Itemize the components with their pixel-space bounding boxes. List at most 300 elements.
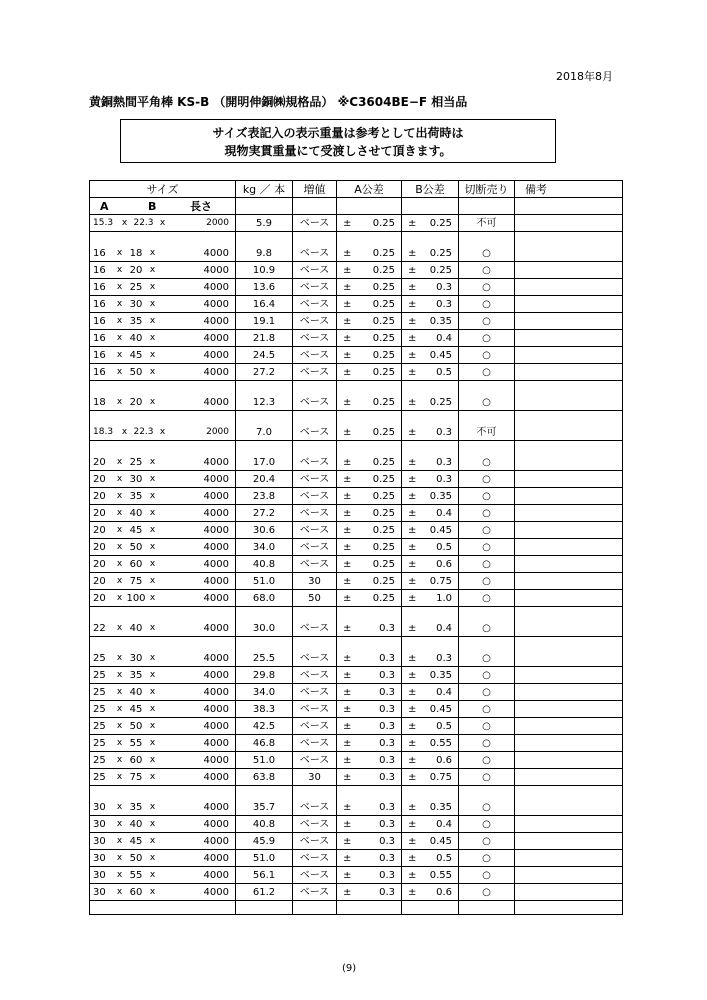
size-a: 25 <box>93 771 106 783</box>
b-tolerance-value: 0.3 <box>436 456 452 468</box>
plus-minus-mark: ± <box>408 801 417 813</box>
size-cell <box>90 488 236 505</box>
cut-sale-cell: 不可 <box>459 424 515 441</box>
table-row <box>90 884 623 901</box>
notice-line-2: 現物実貫重量にて受渡しさせて頂きます。 <box>224 144 452 158</box>
times-mark: x <box>116 669 123 680</box>
surcharge-cell: ベース <box>293 816 337 833</box>
plus-minus-mark: ± <box>343 524 352 536</box>
cut-sale-cell: ○ <box>459 505 515 522</box>
plus-minus-mark: ± <box>343 852 352 864</box>
a-tolerance-cell <box>337 667 402 684</box>
b-tolerance-cell <box>402 539 459 556</box>
size-a: 16 <box>93 332 106 344</box>
size-cell <box>90 684 236 701</box>
times-mark: x <box>149 507 156 518</box>
plus-minus-mark: ± <box>343 869 352 881</box>
size-cell <box>90 769 236 786</box>
b-tolerance-cell <box>402 505 459 522</box>
a-tolerance-cell <box>337 245 402 262</box>
a-tolerance-cell <box>337 799 402 816</box>
plus-minus-mark: ± <box>343 349 352 361</box>
size-a: 25 <box>93 754 106 766</box>
size-length: 4000 <box>203 366 229 378</box>
times-mark: x <box>116 298 123 309</box>
plus-minus-mark: ± <box>408 622 417 634</box>
times-mark: x <box>116 622 123 633</box>
size-b: 35 <box>129 801 143 813</box>
cut-sale-cell: ○ <box>459 556 515 573</box>
b-tolerance-value: 0.75 <box>429 575 452 587</box>
times-mark: x <box>116 720 123 731</box>
cut-sale-cell: ○ <box>459 313 515 330</box>
size-b: 30 <box>129 652 143 664</box>
times-mark: x <box>149 281 156 292</box>
a-tolerance-value: 0.3 <box>379 886 395 898</box>
times-mark: x <box>149 622 156 633</box>
a-tolerance-value: 0.25 <box>372 473 395 485</box>
times-mark: x <box>149 490 156 501</box>
plus-minus-mark: ± <box>408 349 417 361</box>
size-length: 4000 <box>203 886 229 898</box>
remarks-cell <box>515 539 623 556</box>
table-row <box>90 394 623 411</box>
cut-sale-cell: ○ <box>459 488 515 505</box>
b-tolerance-cell <box>402 313 459 330</box>
plus-minus-mark: ± <box>343 754 352 766</box>
size-length: 4000 <box>203 247 229 259</box>
remarks-cell <box>515 454 623 471</box>
cut-sale-cell: ○ <box>459 262 515 279</box>
size-length: 4000 <box>203 818 229 830</box>
table-row <box>90 752 623 769</box>
plus-minus-mark: ± <box>408 754 417 766</box>
table-row <box>90 296 623 313</box>
plus-minus-mark: ± <box>343 818 352 830</box>
cut-sale-cell: ○ <box>459 454 515 471</box>
weight-cell: 30.0 <box>236 620 293 637</box>
b-tolerance-value: 0.25 <box>429 217 452 229</box>
times-mark: x <box>149 298 156 309</box>
b-tolerance-value: 0.45 <box>429 703 452 715</box>
b-tolerance-value: 0.45 <box>429 835 452 847</box>
table-row <box>90 539 623 556</box>
surcharge-cell: ベース <box>293 505 337 522</box>
size-cell <box>90 752 236 769</box>
times-mark: x <box>116 686 123 697</box>
table-row <box>90 684 623 701</box>
size-a: 25 <box>93 652 106 664</box>
b-tolerance-cell <box>402 620 459 637</box>
remarks-cell <box>515 394 623 411</box>
blank-row <box>90 381 623 395</box>
size-b: 40 <box>129 332 143 344</box>
cut-sale-cell: ○ <box>459 364 515 381</box>
table-row <box>90 522 623 539</box>
weight-cell: 61.2 <box>236 884 293 901</box>
size-cell <box>90 245 236 262</box>
weight-cell: 38.3 <box>236 701 293 718</box>
size-length: 4000 <box>203 835 229 847</box>
times-mark: x <box>149 771 156 782</box>
surcharge-cell: ベース <box>293 488 337 505</box>
a-tolerance-cell <box>337 471 402 488</box>
size-length: 4000 <box>203 737 229 749</box>
weight-cell: 20.4 <box>236 471 293 488</box>
b-tolerance-cell <box>402 296 459 313</box>
a-tolerance-cell <box>337 590 402 607</box>
surcharge-cell: ベース <box>293 424 337 441</box>
size-length: 4000 <box>203 541 229 553</box>
table-row <box>90 620 623 637</box>
plus-minus-mark: ± <box>408 366 417 378</box>
plus-minus-mark: ± <box>343 652 352 664</box>
size-a: 16 <box>93 247 106 259</box>
times-mark: x <box>149 332 156 343</box>
a-tolerance-value: 0.25 <box>372 217 395 229</box>
surcharge-cell: ベース <box>293 539 337 556</box>
size-length: 4000 <box>203 686 229 698</box>
times-mark: x <box>149 754 156 765</box>
size-length: 4000 <box>203 703 229 715</box>
remarks-cell <box>515 556 623 573</box>
cut-sale-cell: ○ <box>459 245 515 262</box>
times-mark: x <box>149 366 156 377</box>
times-mark: x <box>116 886 123 897</box>
surcharge-cell: ベース <box>293 556 337 573</box>
a-tolerance-value: 0.25 <box>372 281 395 293</box>
plus-minus-mark: ± <box>408 720 417 732</box>
times-mark: x <box>116 592 123 603</box>
a-tolerance-cell <box>337 735 402 752</box>
cut-sale-cell: ○ <box>459 573 515 590</box>
size-b: 22.3 <box>133 217 154 228</box>
plus-minus-mark: ± <box>343 703 352 715</box>
blank-row <box>90 901 623 915</box>
times-mark: x <box>116 507 123 518</box>
times-mark: x <box>149 456 156 467</box>
surcharge-cell: ベース <box>293 684 337 701</box>
a-tolerance-value: 0.3 <box>379 669 395 681</box>
size-cell <box>90 667 236 684</box>
size-cell <box>90 424 236 441</box>
weight-cell: 45.9 <box>236 833 293 850</box>
size-a: 30 <box>93 886 106 898</box>
remarks-cell <box>515 620 623 637</box>
plus-minus-mark: ± <box>343 490 352 502</box>
b-tolerance-value: 0.3 <box>436 281 452 293</box>
size-b: 40 <box>129 507 143 519</box>
plus-minus-mark: ± <box>408 575 417 587</box>
size-b: 40 <box>129 818 143 830</box>
times-mark: x <box>159 217 166 228</box>
cut-sale-cell: ○ <box>459 799 515 816</box>
a-tolerance-cell <box>337 752 402 769</box>
plus-minus-mark: ± <box>408 541 417 553</box>
weight-cell: 5.9 <box>236 215 293 232</box>
plus-minus-mark: ± <box>408 298 417 310</box>
size-length: 4000 <box>203 349 229 361</box>
a-tolerance-value: 0.3 <box>379 852 395 864</box>
weight-cell: 34.0 <box>236 684 293 701</box>
plus-minus-mark: ± <box>408 686 417 698</box>
cut-sale-cell: ○ <box>459 539 515 556</box>
plus-minus-mark: ± <box>343 669 352 681</box>
size-length: 4000 <box>203 575 229 587</box>
cut-sale-cell: ○ <box>459 620 515 637</box>
size-cell <box>90 816 236 833</box>
b-tolerance-cell <box>402 424 459 441</box>
a-tolerance-cell <box>337 522 402 539</box>
header-weight: kg ／ 本 <box>236 181 293 198</box>
size-a: 15.3 <box>93 217 114 228</box>
table-row <box>90 364 623 381</box>
times-mark: x <box>149 349 156 360</box>
times-mark: x <box>116 835 123 846</box>
size-cell <box>90 799 236 816</box>
b-tolerance-value: 0.4 <box>436 332 452 344</box>
cut-sale-cell: ○ <box>459 296 515 313</box>
remarks-cell <box>515 867 623 884</box>
plus-minus-mark: ± <box>408 869 417 881</box>
times-mark: x <box>159 426 166 437</box>
cut-sale-cell: ○ <box>459 816 515 833</box>
weight-cell: 42.5 <box>236 718 293 735</box>
b-tolerance-value: 0.5 <box>436 541 452 553</box>
weight-cell: 16.4 <box>236 296 293 313</box>
size-b: 75 <box>129 771 143 783</box>
plus-minus-mark: ± <box>408 771 417 783</box>
cut-sale-cell: ○ <box>459 701 515 718</box>
b-tolerance-value: 0.35 <box>429 669 452 681</box>
size-a: 20 <box>93 524 106 536</box>
cut-sale-cell: ○ <box>459 684 515 701</box>
size-b: 45 <box>129 835 143 847</box>
remarks-cell <box>515 884 623 901</box>
cut-sale-cell: ○ <box>459 667 515 684</box>
b-tolerance-value: 0.3 <box>436 473 452 485</box>
times-mark: x <box>116 396 123 407</box>
surcharge-cell: ベース <box>293 215 337 232</box>
table-row <box>90 215 623 232</box>
size-cell <box>90 296 236 313</box>
size-length: 4000 <box>203 490 229 502</box>
size-b: 25 <box>129 281 143 293</box>
times-mark: x <box>121 426 128 437</box>
b-tolerance-cell <box>402 718 459 735</box>
plus-minus-mark: ± <box>408 264 417 276</box>
blank-row <box>90 232 623 246</box>
size-cell <box>90 718 236 735</box>
cut-sale-cell: ○ <box>459 522 515 539</box>
a-tolerance-value: 0.25 <box>372 490 395 502</box>
remarks-cell <box>515 735 623 752</box>
times-mark: x <box>149 473 156 484</box>
a-tolerance-cell <box>337 850 402 867</box>
a-tolerance-cell <box>337 769 402 786</box>
b-tolerance-cell <box>402 245 459 262</box>
remarks-cell <box>515 684 623 701</box>
times-mark: x <box>149 524 156 535</box>
remarks-cell <box>515 833 623 850</box>
weight-cell: 34.0 <box>236 539 293 556</box>
a-tolerance-cell <box>337 454 402 471</box>
surcharge-cell: ベース <box>293 522 337 539</box>
plus-minus-mark: ± <box>343 332 352 344</box>
plus-minus-mark: ± <box>343 886 352 898</box>
surcharge-cell: ベース <box>293 364 337 381</box>
size-cell <box>90 364 236 381</box>
b-tolerance-cell <box>402 364 459 381</box>
surcharge-cell: ベース <box>293 620 337 637</box>
size-b: 60 <box>129 558 143 570</box>
b-tolerance-cell <box>402 262 459 279</box>
b-tolerance-value: 1.0 <box>436 592 452 604</box>
weight-cell: 21.8 <box>236 330 293 347</box>
weight-notice-box <box>120 119 556 163</box>
surcharge-cell: ベース <box>293 850 337 867</box>
surcharge-cell: ベース <box>293 313 337 330</box>
a-tolerance-value: 0.25 <box>372 524 395 536</box>
plus-minus-mark: ± <box>343 541 352 553</box>
table-row <box>90 867 623 884</box>
surcharge-cell: ベース <box>293 701 337 718</box>
weight-cell: 68.0 <box>236 590 293 607</box>
size-b: 45 <box>129 703 143 715</box>
b-tolerance-value: 0.75 <box>429 771 452 783</box>
size-b: 50 <box>129 366 143 378</box>
plus-minus-mark: ± <box>343 771 352 783</box>
plus-minus-mark: ± <box>408 507 417 519</box>
a-tolerance-value: 0.25 <box>372 541 395 553</box>
b-tolerance-value: 0.6 <box>436 886 452 898</box>
a-tolerance-cell <box>337 347 402 364</box>
weight-cell: 24.5 <box>236 347 293 364</box>
size-b: 40 <box>129 622 143 634</box>
times-mark: x <box>116 801 123 812</box>
surcharge-cell: ベース <box>293 394 337 411</box>
a-tolerance-cell <box>337 279 402 296</box>
weight-cell: 7.0 <box>236 424 293 441</box>
remarks-cell <box>515 799 623 816</box>
size-length: 4000 <box>203 592 229 604</box>
a-tolerance-cell <box>337 701 402 718</box>
times-mark: x <box>149 264 156 275</box>
size-a: 16 <box>93 264 106 276</box>
size-a: 25 <box>93 720 106 732</box>
size-b: 22.3 <box>133 426 154 437</box>
b-tolerance-cell <box>402 522 459 539</box>
times-mark: x <box>116 541 123 552</box>
size-a: 30 <box>93 835 106 847</box>
plus-minus-mark: ± <box>343 575 352 587</box>
weight-cell: 23.8 <box>236 488 293 505</box>
table-row <box>90 573 623 590</box>
b-tolerance-value: 0.25 <box>429 264 452 276</box>
surcharge-cell: ベース <box>293 718 337 735</box>
table-row <box>90 590 623 607</box>
b-tolerance-cell <box>402 650 459 667</box>
a-tolerance-cell <box>337 313 402 330</box>
b-tolerance-cell <box>402 330 459 347</box>
size-length: 4000 <box>203 669 229 681</box>
plus-minus-mark: ± <box>408 524 417 536</box>
times-mark: x <box>116 247 123 258</box>
remarks-cell <box>515 505 623 522</box>
size-a: 20 <box>93 558 106 570</box>
times-mark: x <box>149 575 156 586</box>
b-tolerance-cell <box>402 279 459 296</box>
size-b: 35 <box>129 669 143 681</box>
size-b: 45 <box>129 349 143 361</box>
weight-cell: 29.8 <box>236 667 293 684</box>
times-mark: x <box>116 315 123 326</box>
times-mark: x <box>149 886 156 897</box>
header-a-tolerance: A公差 <box>337 181 402 198</box>
size-length: 4000 <box>203 771 229 783</box>
size-b: 75 <box>129 575 143 587</box>
a-tolerance-value: 0.3 <box>379 686 395 698</box>
subheader-length: 長さ <box>190 199 212 213</box>
weight-cell: 25.5 <box>236 650 293 667</box>
a-tolerance-cell <box>337 684 402 701</box>
size-a: 16 <box>93 366 106 378</box>
surcharge-cell: ベース <box>293 833 337 850</box>
plus-minus-mark: ± <box>343 264 352 276</box>
b-tolerance-value: 0.35 <box>429 315 452 327</box>
plus-minus-mark: ± <box>408 456 417 468</box>
surcharge-cell: ベース <box>293 752 337 769</box>
remarks-cell <box>515 424 623 441</box>
surcharge-cell: ベース <box>293 347 337 364</box>
size-cell <box>90 850 236 867</box>
size-cell <box>90 650 236 667</box>
remarks-cell <box>515 752 623 769</box>
times-mark: x <box>149 737 156 748</box>
size-length: 4000 <box>203 281 229 293</box>
a-tolerance-value: 0.25 <box>372 264 395 276</box>
size-cell <box>90 556 236 573</box>
table-row <box>90 556 623 573</box>
size-length: 4000 <box>203 869 229 881</box>
times-mark: x <box>149 703 156 714</box>
b-tolerance-cell <box>402 684 459 701</box>
a-tolerance-cell <box>337 539 402 556</box>
surcharge-cell: ベース <box>293 330 337 347</box>
times-mark: x <box>149 652 156 663</box>
table-row <box>90 799 623 816</box>
weight-cell: 46.8 <box>236 735 293 752</box>
a-tolerance-cell <box>337 364 402 381</box>
times-mark: x <box>149 852 156 863</box>
surcharge-cell: ベース <box>293 667 337 684</box>
page-number: (9) <box>342 963 357 974</box>
times-mark: x <box>116 332 123 343</box>
size-a: 20 <box>93 456 106 468</box>
a-tolerance-value: 0.25 <box>372 575 395 587</box>
table-row <box>90 330 623 347</box>
times-mark: x <box>116 703 123 714</box>
size-a: 22 <box>93 622 106 634</box>
size-length: 4000 <box>203 298 229 310</box>
size-a: 20 <box>93 575 106 587</box>
b-tolerance-cell <box>402 215 459 232</box>
b-tolerance-value: 0.4 <box>436 507 452 519</box>
size-b: 35 <box>129 315 143 327</box>
b-tolerance-cell <box>402 454 459 471</box>
cut-sale-cell: ○ <box>459 650 515 667</box>
document-title: 黄銅熱間平角棒 KS-B （開明伸銅㈱規格品） ※C3604BE−F 相当品 <box>89 95 468 109</box>
